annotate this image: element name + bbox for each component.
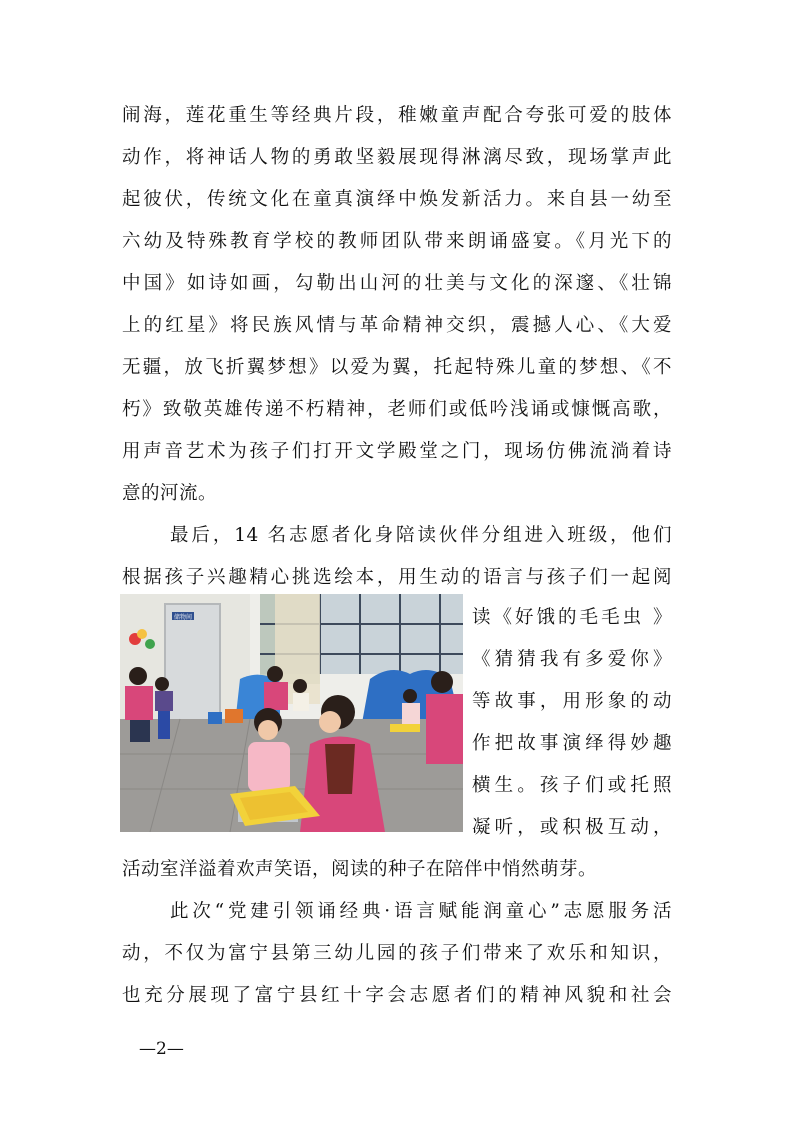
text-line: 此次“党建引领诵经典·语言赋能润童心”志愿服务活 (170, 901, 672, 922)
text-line: 凝听，或积极互动， (472, 817, 672, 838)
photo-illustration (120, 594, 463, 832)
text-line: 起彼伏，传统文化在童真演绎中焕发新活力。来自县一幼至 (122, 189, 672, 210)
text-line: 也充分展现了富宁县红十字会志愿者们的精神风貌和社会 (122, 985, 672, 1006)
text-line: 横生。孩子们或托照 (472, 775, 672, 796)
text-line: 无疆，放飞折翼梦想》以爱为翼，托起特殊儿童的梦想、《不 (122, 357, 672, 378)
page-number: —2— (139, 1039, 184, 1059)
text-line: 中国》如诗如画，勾勒出山河的壮美与文化的深邃、《壮锦 (122, 273, 672, 294)
text-line: 读《好饿的毛毛虫 》 (472, 607, 672, 628)
text-line: 活动室洋溢着欢声笑语，阅读的种子在陪伴中悄然萌芽。 (122, 859, 598, 880)
text-line: 闹海，莲花重生等经典片段，稚嫩童声配合夸张可爱的肢体 (122, 105, 672, 126)
reading-activity-photo (120, 594, 463, 832)
door-sign-text: 储物间 (173, 614, 193, 621)
text-line: 动，不仅为富宁县第三幼儿园的孩子们带来了欢乐和知识， (122, 943, 672, 964)
text-line: 朽》致敬英雄传递不朽精神，老师们或低吟浅诵或慷慨高歌， (122, 399, 672, 420)
text-line: 等故事，用形象的动 (472, 691, 672, 712)
text-line: 意的河流。 (122, 483, 218, 504)
text-line: 上的红星》将民族风情与革命精神交织，震撼人心、《大爱 (122, 315, 672, 336)
text-line: 六幼及特殊教育学校的教师团队带来朗诵盛宴。《月光下的 (122, 231, 672, 252)
text-line: 《猜猜我有多爱你》 (472, 649, 672, 670)
text-line: 动作，将神话人物的勇敢坚毅展现得淋漓尽致，现场掌声此 (122, 147, 672, 168)
text-line: 用声音艺术为孩子们打开文学殿堂之门，现场仿佛流淌着诗 (122, 441, 672, 462)
text-line: 最后，14 名志愿者化身陪读伙伴分组进入班级，他们 (170, 525, 672, 546)
text-line: 作把故事演绎得妙趣 (472, 733, 672, 754)
text-line: 根据孩子兴趣精心挑选绘本，用生动的语言与孩子们一起阅 (122, 567, 672, 588)
